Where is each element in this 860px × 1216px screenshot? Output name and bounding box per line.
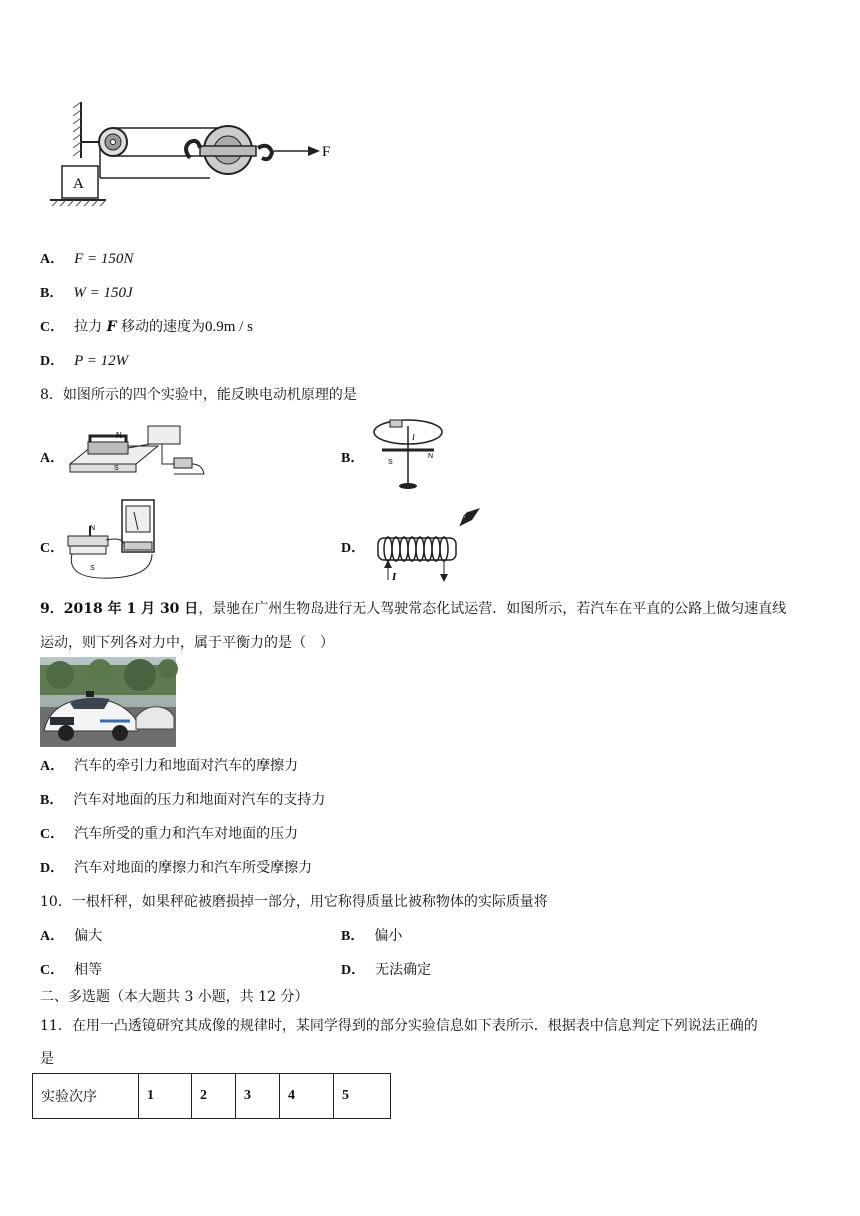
q11-data-table — [32, 1073, 391, 1119]
table-header-cell: 实验次序 — [33, 1074, 139, 1119]
svg-text:S: S — [388, 459, 393, 466]
q9-option-d[interactable]: D． 汽车对地面的摩擦力和汽车所受摩擦力 — [40, 860, 313, 876]
q10-option-d[interactable]: D． 无法确定 — [341, 962, 432, 978]
svg-text:S: S — [90, 565, 95, 572]
q11-stem-line1: 11．在用一凸透镜研究其成像的规律时，某同学得到的部分实验信息如下表所示．根据表中信息判定下列说法正确的 — [40, 1018, 758, 1034]
q8-figure-c — [64, 496, 164, 586]
q7-option-a-expr: F = 150N — [74, 251, 134, 267]
block-a-label: A — [73, 176, 84, 192]
q10-option-b[interactable]: B． 偏小 — [341, 928, 403, 944]
q9-stem-line2: 运动，则下列各对力中，属于平衡力的是（ ） — [40, 635, 334, 651]
q8-option-c[interactable]: C． — [40, 541, 65, 556]
q9-car-photo — [40, 657, 176, 747]
q9-option-a[interactable]: A． 汽车的牵引力和地面对汽车的摩擦力 — [40, 758, 299, 774]
q7-option-a[interactable]: A． F = 150N — [40, 251, 134, 267]
q8-option-a[interactable]: A． — [40, 451, 65, 466]
svg-text:N: N — [428, 453, 434, 460]
section-2-title: 二、多选题（本大题共 3 小题，共 12 分） — [40, 989, 309, 1005]
svg-text:S: S — [114, 465, 119, 472]
q8-option-d[interactable]: D． — [341, 541, 366, 556]
q11-stem-line2: 是 — [40, 1051, 54, 1067]
q8-figure-b — [368, 416, 448, 492]
q7-option-c[interactable]: C． 拉力 F 移动的速度为0.9m / s — [40, 319, 253, 335]
q9-stem-line1: 9．2018 年 1 月 30 日，景驰在广州生物岛进行无人驾驶常态化试运营．如图所示，若汽车在平直的公路上做匀速直线 — [40, 601, 787, 617]
svg-text:N: N — [116, 431, 122, 440]
q8-option-b[interactable]: B． — [341, 451, 365, 466]
table-cell: 3 — [236, 1074, 280, 1119]
q7-option-b-expr: W = 150J — [73, 285, 133, 301]
q7-option-b[interactable]: B． W = 150J — [40, 285, 133, 301]
q10-option-c[interactable]: C． 相等 — [40, 962, 103, 978]
table-row — [33, 1074, 391, 1119]
table-cell: 5 — [334, 1074, 391, 1119]
q8-figure-a — [66, 420, 216, 482]
table-cell: 2 — [192, 1074, 236, 1119]
q10-option-a[interactable]: A． 偏大 — [40, 928, 103, 944]
q10-stem: 10．一根杆秤，如果秤砣被磨损掉一部分，用它称得质量比被称物体的实际质量将 — [40, 894, 548, 910]
table-cell: 1 — [139, 1074, 192, 1119]
pulley-figure — [40, 100, 340, 212]
q8-figure-d — [372, 508, 484, 584]
q9-option-b[interactable]: B． 汽车对地面的压力和地面对汽车的支持力 — [40, 792, 326, 808]
q9-option-c[interactable]: C． 汽车所受的重力和汽车对地面的压力 — [40, 826, 299, 842]
q7-option-d-expr: P = 12W — [74, 353, 129, 369]
force-label: F — [322, 144, 331, 160]
table-cell: 4 — [280, 1074, 334, 1119]
q7-option-d[interactable]: D． P = 12W — [40, 353, 129, 369]
svg-text:N: N — [90, 525, 96, 532]
svg-text:I: I — [412, 433, 415, 442]
q8-stem: 8．如图所示的四个实验中，能反映电动机原理的是 — [40, 387, 357, 403]
svg-text:I: I — [392, 571, 397, 583]
